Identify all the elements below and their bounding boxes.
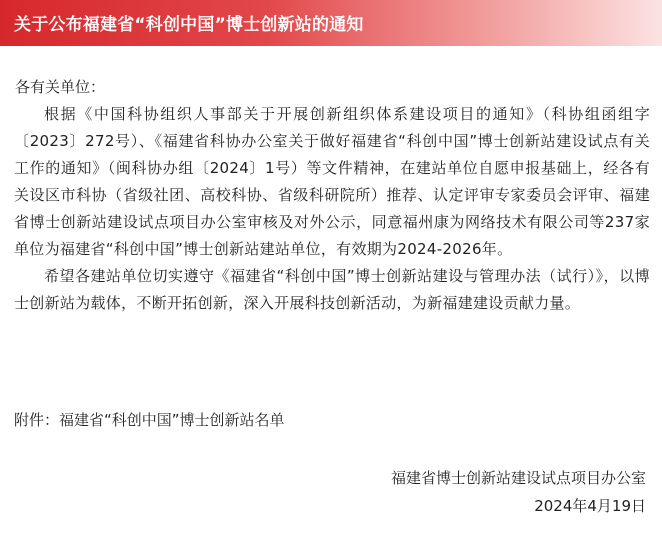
issuer-name: 福建省博士创新站建设试点项目办公室	[390, 469, 646, 487]
issue-date: 2024年4月19日	[534, 497, 646, 515]
title-banner	[0, 0, 662, 46]
salutation: 各有关单位：	[15, 78, 106, 96]
attachment-line: 附件：福建省“科创中国”博士创新站名单	[14, 411, 285, 429]
signoff	[391, 464, 646, 520]
paragraph-expectation: 希望各建站单位切实遵守《福建省“科创中国”博士创新站建设与管理办法（试行）》，以博士创新站为载体，不断开拓创新，深入开展科技创新活动，为新福建建设贡献力量。	[14, 267, 650, 312]
notice-title: 关于公布福建省“科创中国”博士创新站的通知	[14, 15, 364, 35]
notice-body	[14, 74, 650, 317]
paragraph-basis: 根据《中国科协组织人事部关于开展创新组织体系建设项目的通知》（科协组函组字〔2023〕272号）、《福建省科协办公室关于做好福建省“科创中国”博士创新站建设试点有关工作的通知》（闽科协办组〔2024〕1号）等文件精神，在建站单位自愿申报基础上，经各有关设区市科协（省级社团、高校科协、省级科研院所）推荐、认定评审专家委员会评审、福建省博士创新站建设试点项目办公室审核及对外公示，同意福州康为网络技术有限公司等237家单位为福建省“科创中国”博士创新站建站单位，有效期为2024-2026年。	[14, 105, 650, 258]
